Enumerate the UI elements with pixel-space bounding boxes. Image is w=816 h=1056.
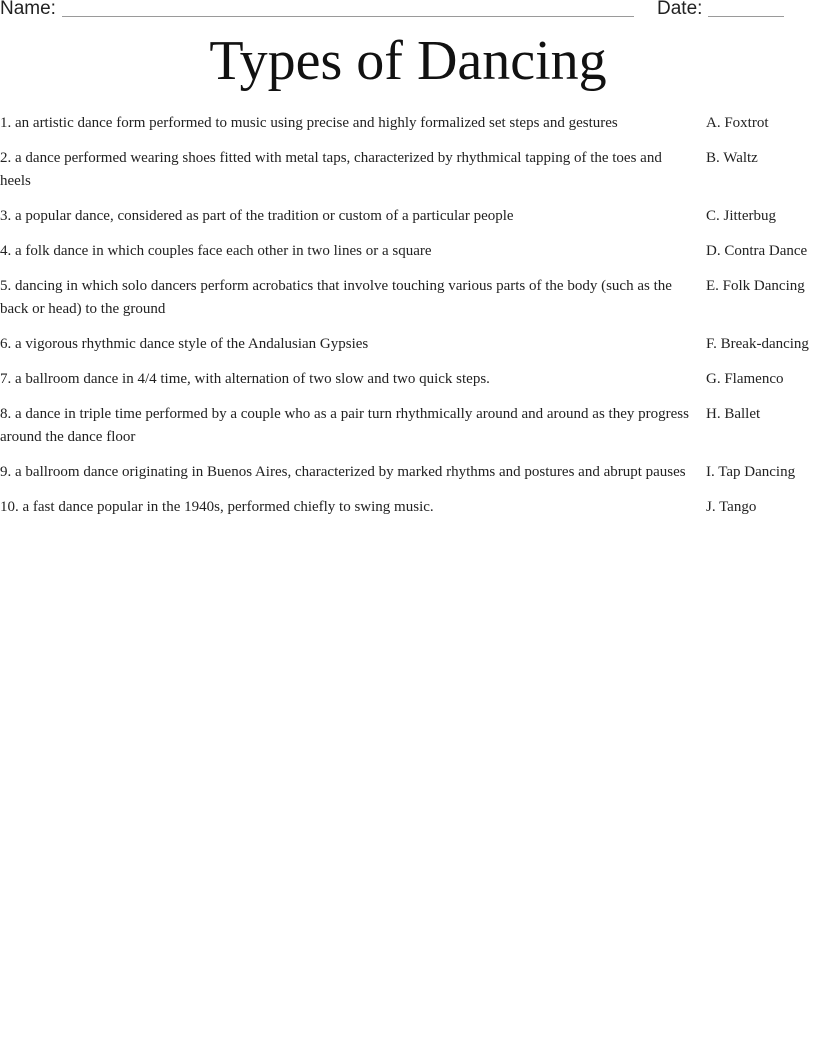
clue-text: 7. a ballroom dance in 4/4 time, with alternation of two slow and two quick steps. (0, 371, 490, 387)
answer-option: H. Ballet (706, 406, 761, 422)
answer-option: E. Folk Dancing (706, 278, 805, 294)
clue-text: 4. a folk dance in which couples face each other in two lines or a square (0, 243, 432, 259)
page-title: Types of Dancing (209, 30, 607, 92)
answer-option: C. Jitterbug (706, 208, 776, 224)
answer-option: A. Foxtrot (706, 115, 769, 131)
clue-text: 8. a dance in triple time performed by a couple who as a pair turn rhythmically around and around as they progress around the dance floor (0, 406, 689, 445)
answer-option: G. Flamenco (706, 371, 784, 387)
answer-option: B. Waltz (706, 150, 758, 166)
matching-row-6 (0, 333, 816, 356)
matching-row-3 (0, 205, 816, 228)
clue-text: 2. a dance performed wearing shoes fitted with metal taps, characterized by rhythmical tapping of the toes and heels (0, 150, 662, 189)
worksheet-header (0, 0, 816, 24)
clue-text: 6. a vigorous rhythmic dance style of the Andalusian Gypsies (0, 336, 369, 352)
date-label: Date: (657, 0, 703, 19)
matching-row-8 (0, 403, 816, 449)
answer-option: D. Contra Dance (706, 243, 808, 259)
name-blank-line[interactable] (62, 16, 634, 17)
matching-row-1 (0, 112, 816, 135)
clue-text: 5. dancing in which solo dancers perform acrobatics that involve touching various parts of the body (such as the back or head) to the ground (0, 278, 672, 317)
matching-row-9 (0, 461, 816, 484)
clue-text: 1. an artistic dance form performed to music using precise and highly formalized set steps and gestures (0, 115, 618, 131)
date-blank-line[interactable] (708, 16, 784, 17)
name-label: Name: (0, 0, 56, 19)
clue-text: 9. a ballroom dance originating in Buenos Aires, characterized by marked rhythms and postures and abrupt pauses (0, 464, 686, 480)
matching-list (0, 112, 816, 531)
clue-text: 3. a popular dance, considered as part of the tradition or custom of a particular people (0, 208, 514, 224)
answer-option: F. Break-dancing (706, 336, 809, 352)
answer-option: J. Tango (706, 499, 757, 515)
matching-row-10 (0, 496, 816, 519)
answer-option: I. Tap Dancing (706, 464, 796, 480)
matching-row-4 (0, 240, 816, 263)
clue-text: 10. a fast dance popular in the 1940s, performed chiefly to swing music. (0, 499, 434, 515)
matching-row-5 (0, 275, 816, 321)
matching-row-7 (0, 368, 816, 391)
matching-row-2 (0, 147, 816, 193)
